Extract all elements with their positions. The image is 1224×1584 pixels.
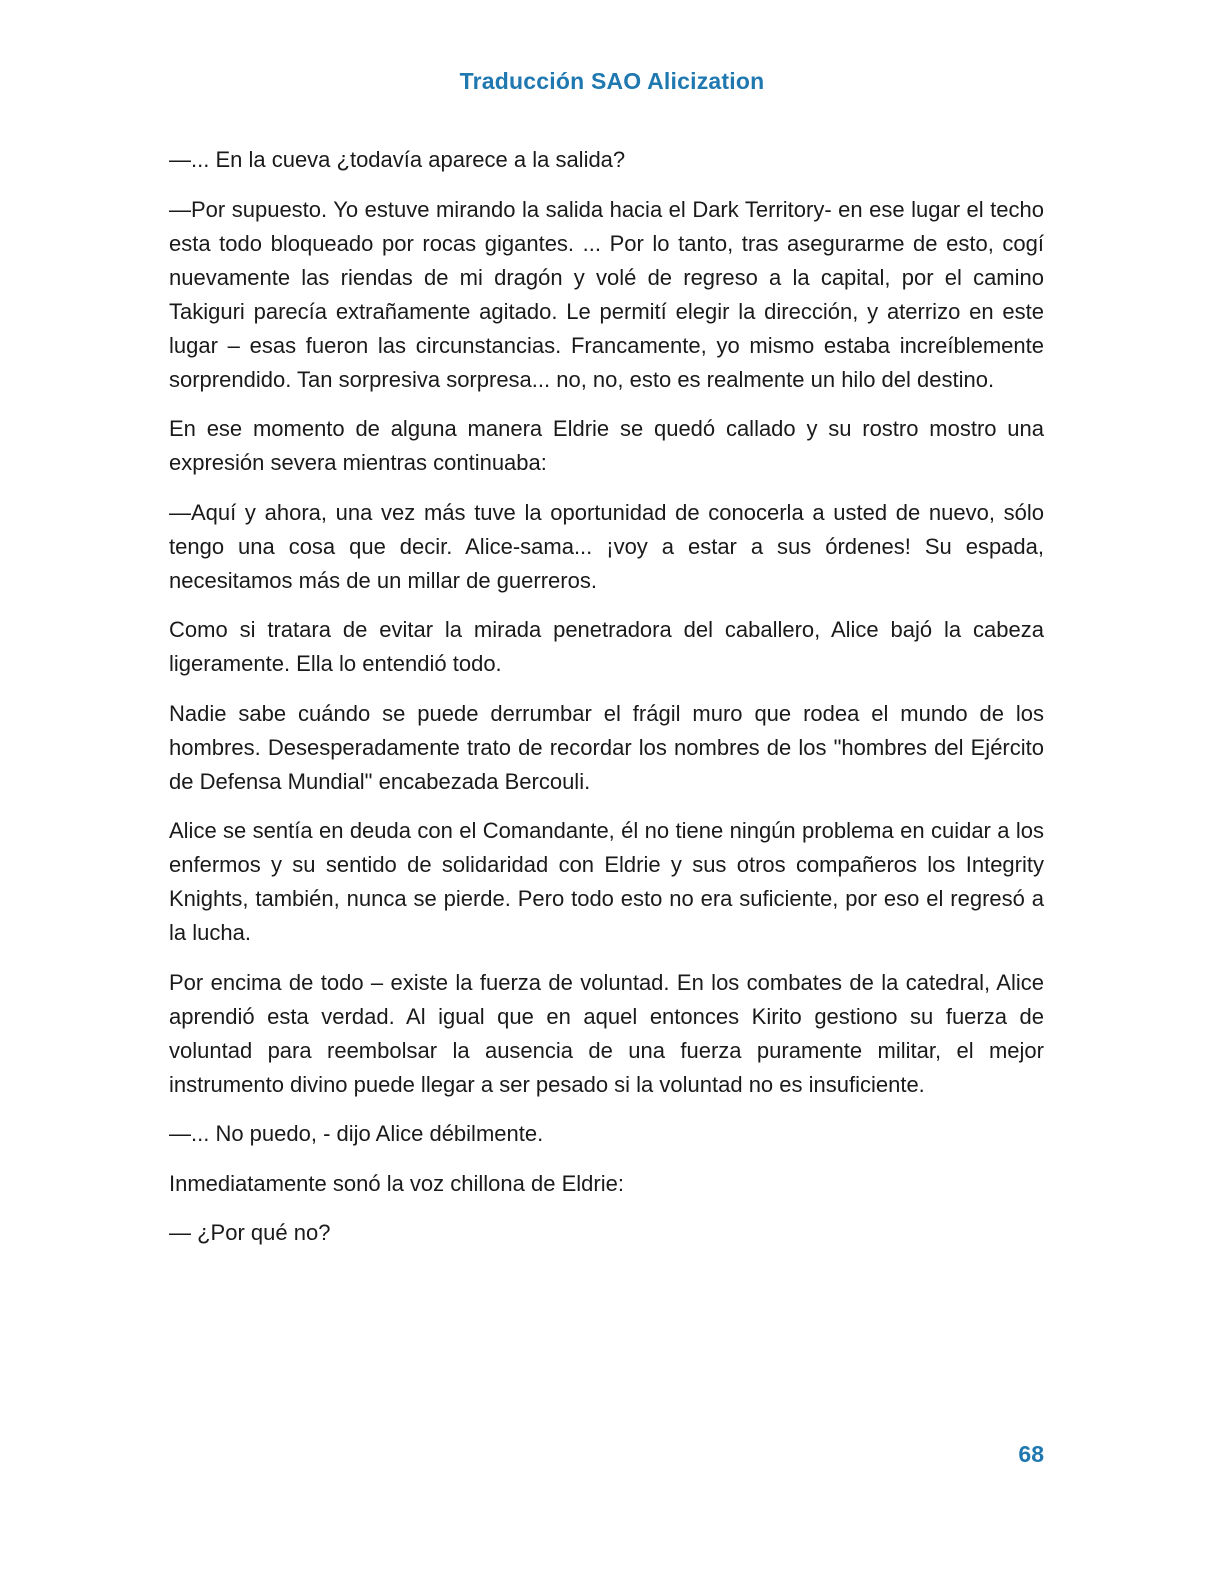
paragraph: —Aquí y ahora, una vez más tuve la oportunidad de conocerla a usted de nuevo, sólo tengo una cosa que decir. Alice-sama... ¡voy a estar a sus órdenes! Su espada, necesitamos más de un millar de guerreros. xyxy=(169,499,1044,593)
paragraph: Nadie sabe cuándo se puede derrumbar el frágil muro que rodea el mundo de los hombres. Desesperadamente trato de recordar los nombres de los "hombres del Ejército de Defensa Mundial" encabezada Bercouli. xyxy=(169,700,1044,794)
paragraph: Inmediatamente sonó la voz chillona de Eldrie: xyxy=(169,1170,624,1196)
page-header-title: Traducción SAO Alicization xyxy=(459,68,765,94)
paragraph: Alice se sentía en deuda con el Comandante, él no tiene ningún problema en cuidar a los enfermos y su sentido de solidaridad con Eldrie y sus otros compañeros los Integrity Knights, también, nunca se pierde. Pero todo esto no era suficiente, por eso el regresó a la lucha. xyxy=(169,818,1044,945)
page-number: 68 xyxy=(1018,1441,1044,1467)
paragraph: Por encima de todo – existe la fuerza de voluntad. En los combates de la catedral, Alice aprendió esta verdad. Al igual que en aquel entonces Kirito gestiono su fuerza de voluntad para reembolsar la ausencia de una fuerza puramente militar, el mejor instrumento divino puede llegar a ser pesado si la voluntad no es insuficiente. xyxy=(169,969,1044,1097)
paragraph: Como si tratara de evitar la mirada penetradora del caballero, Alice bajó la cabeza ligeramente. Ella lo entendió todo. xyxy=(169,617,1044,676)
paragraph: —Por supuesto. Yo estuve mirando la salida hacia el Dark Territory- en ese lugar el techo esta todo bloqueado por rocas gigantes. ... Por lo tanto, tras asegurarme de esto, cogí nuevamente las riendas de mi dragón y volé de regreso a la capital, por el camino Takiguri parecía extrañamente agitado. Le permití elegir la dirección, y aterrizo en este lugar – esas fueron las circunstancias. Francamente, yo mismo estaba increíblemente sorprendido. Tan sorpresiva sorpresa... no, no, esto es realmente un hilo del destino. xyxy=(169,196,1044,392)
paragraph: En ese momento de alguna manera Eldrie se quedó callado y su rostro mostro una expresión severa mientras continuaba: xyxy=(169,416,1044,475)
paragraph: —... En la cueva ¿todavía aparece a la salida? xyxy=(169,147,626,172)
paragraph: — ¿Por qué no? xyxy=(169,1220,331,1245)
body-text xyxy=(169,143,1044,1266)
paragraph: —... No puedo, - dijo Alice débilmente. xyxy=(169,1121,544,1146)
